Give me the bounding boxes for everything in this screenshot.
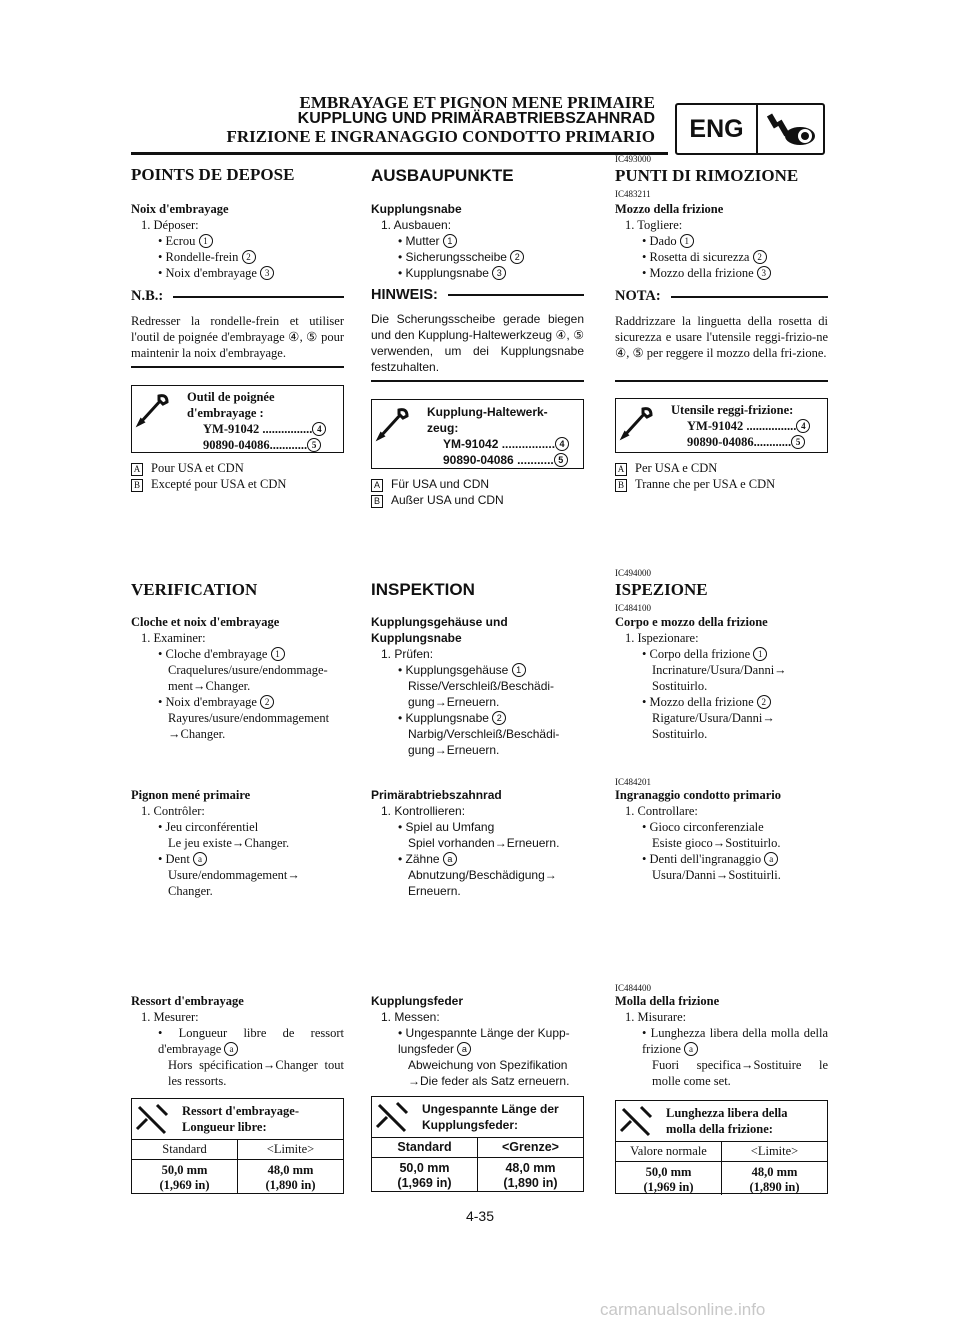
engine-icon <box>760 108 822 150</box>
column-fr <box>131 165 344 185</box>
tool-number: YM-91042 ................ 4 <box>671 418 810 434</box>
tool-name: d'embrayage : <box>187 406 264 420</box>
list-item: • Noix d'embrayage 3 <box>131 265 344 281</box>
note-block <box>371 287 584 375</box>
note-heading: NOTA: <box>615 288 661 304</box>
item-detail: Narbig/Verschleiß/Beschädi-gung→Erneuern. <box>408 727 560 757</box>
tool-number: 90890-04086 ........... 5 <box>427 452 569 468</box>
spec-col-limit: <Limite> <box>266 1142 315 1156</box>
de-spring-block <box>371 993 584 1089</box>
tool-icon <box>619 403 655 441</box>
tool-number: YM-91042 ................ 4 <box>187 421 326 437</box>
spec-value-limit: 48,0 mm (1,890 in) <box>749 1165 800 1194</box>
spec-col-limit: <Limite> <box>750 1144 799 1158</box>
list-item: • Rondelle-frein 2 <box>131 249 344 265</box>
spec-title: Lunghezza libera della <box>666 1106 788 1120</box>
it-spring-block <box>615 993 828 1089</box>
fr-hub-block <box>131 201 344 281</box>
eng-badge <box>675 103 825 155</box>
subsection-title: Kupplungsfeder <box>371 994 463 1008</box>
ref-code: IC484400 <box>615 983 651 993</box>
spec-icon <box>135 1101 173 1137</box>
item-detail: Fuori specifica→Sostituire le molle come set. <box>652 1058 828 1088</box>
list-item: • Longueur libre de ressort d'embrayage a <box>158 1026 344 1056</box>
item-detail: Rayures/usure/endommagement →Changer. <box>168 711 330 741</box>
tool-name: zeug: <box>427 421 459 435</box>
legend-a: A Per USA e CDN <box>615 460 828 476</box>
list-item: • Cloche d'embrayage 1 <box>131 646 344 662</box>
it-hub-block <box>615 201 828 281</box>
list-item: • Spiel au Umfang <box>398 820 495 834</box>
subsection-title: Primärabtriebszahnrad <box>371 788 502 802</box>
legend <box>131 460 344 492</box>
legend-a: A Pour USA et CDN <box>131 460 344 476</box>
subsection-title: Kupplungsnabe <box>371 202 462 216</box>
list-item: • Mozzo della frizione 3 <box>615 265 828 281</box>
spec-col-limit: <Grenze> <box>502 1140 559 1154</box>
section-title-removal: AUSBAUPUNKTE <box>371 166 514 185</box>
subsection-title: Noix d'embrayage <box>131 202 229 216</box>
list-item: • Corpo della frizione 1 <box>615 646 828 662</box>
item-detail: Usure/endommagement→ Changer. <box>168 868 300 898</box>
list-item: • Mozzo della frizione 2 <box>615 694 828 710</box>
spec-table <box>615 1100 828 1194</box>
it-body-block <box>615 614 828 742</box>
tool-box <box>615 398 828 453</box>
de-hub-block <box>371 201 584 281</box>
tool-number: YM-91042 ................ 4 <box>427 436 569 452</box>
spec-title: molla della frizione: <box>666 1122 773 1136</box>
subsection-title: Molla della frizione <box>615 994 720 1008</box>
spec-value-limit: 48,0 mm (1,890 in) <box>265 1163 316 1192</box>
fr-body-block <box>131 614 344 742</box>
header-rule <box>131 152 668 155</box>
list-item: • Rosetta di sicurezza 2 <box>615 249 828 265</box>
watermark: carmanualsonline.info <box>600 1300 766 1319</box>
step: 1. Mesurer: <box>141 1010 199 1024</box>
spec-title: Longueur libre: <box>182 1120 267 1134</box>
header-title-it: FRIZIONE E INGRANAGGIO CONDOTTO PRIMARIO <box>226 127 655 146</box>
spec-title: Kupplungsfeder: <box>422 1118 518 1132</box>
legend <box>615 460 828 492</box>
subsection-title: Ressort d'embrayage <box>131 994 244 1008</box>
divider <box>131 366 344 368</box>
note-text: Raddrizzare la linguetta della rosetta di sicurezza e usare l'utensile reggi-frizio-ne ④, ⑤ per reggere il mozzo della fri-zione. <box>615 314 828 360</box>
ref-code: IC494000 <box>615 568 651 578</box>
legend-b: B Außer USA und CDN <box>371 492 584 508</box>
tool-name: Utensile reggi-frizione: <box>671 403 794 417</box>
it-gear-block <box>615 787 828 883</box>
subsection-title: Mozzo della frizione <box>615 202 724 216</box>
header-title-de: KUPPLUNG UND PRIMÄRABTRIEBSZAHNRAD <box>297 110 655 127</box>
tool-icon <box>135 390 171 428</box>
tool-name: Kupplung-Haltewerk- <box>427 405 548 419</box>
tool-number: 90890-04086............ 5 <box>671 434 810 450</box>
list-item: • Kupplungsnabe 3 <box>371 265 584 281</box>
divider <box>615 380 828 382</box>
step: 1. Examiner: <box>141 631 206 645</box>
spec-table <box>371 1096 584 1192</box>
item-detail: Rigature/Usura/Danni→ Sostituirlo. <box>652 711 775 741</box>
spec-value-standard: 50,0 mm (1,969 in) <box>372 1158 478 1191</box>
section-title-inspection: VERIFICATION <box>131 580 258 599</box>
item-detail: Hors spécification→Changer tout les ressorts. <box>168 1058 344 1088</box>
ref-code: IC484201 <box>615 777 651 787</box>
legend-b: B Excepté pour USA et CDN <box>131 476 344 492</box>
de-body-block <box>371 614 584 758</box>
item-detail: Le jeu existe→Changer. <box>168 836 290 850</box>
step: 1. Misurare: <box>625 1010 687 1024</box>
spec-col-standard: Standard <box>132 1140 238 1159</box>
step: 1. Contrôler: <box>141 804 205 818</box>
spec-col-standard: Valore normale <box>616 1142 722 1161</box>
page-number: 4-35 <box>465 1208 495 1224</box>
list-item: • Sicherungsscheibe 2 <box>371 249 584 265</box>
ref-code: IC484100 <box>615 603 651 613</box>
subsection-title: Cloche et noix d'embrayage <box>131 615 280 629</box>
item-detail: Spiel vorhanden→Erneuern. <box>408 836 560 850</box>
legend-a: A Für USA und CDN <box>371 476 584 492</box>
tool-icon <box>375 404 411 442</box>
note-block <box>131 288 344 361</box>
spec-icon <box>375 1099 413 1135</box>
step: 1. Kontrollieren: <box>381 804 466 818</box>
eng-badge-label: ENG <box>677 105 758 153</box>
list-item: • Gioco circonferenziale <box>642 820 764 834</box>
list-item: • Dent a <box>131 851 344 867</box>
ref-code: IC493000 <box>615 154 651 164</box>
note-block <box>615 288 828 361</box>
note-heading: HINWEIS: <box>371 287 438 303</box>
item-detail: Craquelures/usure/endommage-ment→Changer. <box>168 663 328 693</box>
legend <box>371 476 584 508</box>
spec-icon <box>619 1103 657 1139</box>
tool-name: Outil de poignée <box>187 390 275 404</box>
section-title-removal: PUNTI DI RIMOZIONE <box>615 166 799 185</box>
list-item: • Jeu circonférentiel <box>158 820 259 834</box>
list-item: • Lunghezza libera della molla della frizione a <box>642 1026 828 1056</box>
note-heading: N.B.: <box>131 288 344 305</box>
section-title-inspection: ISPEZIONE <box>615 580 708 599</box>
spec-col-standard: Standard <box>372 1138 478 1157</box>
list-item: • Denti dell'ingranaggio a <box>615 851 828 867</box>
divider <box>371 380 584 382</box>
section-title-inspection: INSPEKTION <box>371 580 475 599</box>
section-title-removal: POINTS DE DEPOSE <box>131 165 295 184</box>
list-item: • Dado 1 <box>615 233 828 249</box>
note-text: Redresser la rondelle-frein et utiliser l'outil de poignée d'embrayage ④, ⑤ pour maintenir la noix d'embrayage. <box>131 314 344 360</box>
ref-code: IC483211 <box>615 189 651 199</box>
list-item: • Kupplungsnabe 2 <box>371 710 584 726</box>
list-item: • Mutter 1 <box>371 233 584 249</box>
step: 1. Prüfen: <box>381 647 434 661</box>
note-text: Die Scherungsscheibe gerade biegen und den Kupplung-Haltewerkzeug ④, ⑤ verwenden, um dei Kupplungsnabe festzuhalten. <box>371 312 584 374</box>
step: 1. Controllare: <box>625 804 698 818</box>
list-item: • Kupplungsgehäuse 1 <box>371 662 584 678</box>
list-item: • Noix d'embrayage 2 <box>131 694 344 710</box>
tool-box <box>131 385 344 453</box>
step: 1. Ausbauen: <box>381 218 452 232</box>
list-item: • Zähne a <box>371 851 584 867</box>
subsection-title: Kupplungsgehäuse und Kupplungsnabe <box>371 615 508 645</box>
subsection-title: Corpo e mozzo della frizione <box>615 615 768 629</box>
subsection-title: Ingranaggio condotto primario <box>615 788 781 802</box>
tool-box <box>371 399 584 469</box>
item-detail: Risse/Verschleiß/Beschädi-gung→Erneuern. <box>408 679 555 709</box>
fr-gear-block <box>131 787 344 899</box>
step: 1. Togliere: <box>625 218 683 232</box>
list-item: • Ungespannte Länge der Kupp-lungsfeder a <box>398 1026 570 1056</box>
fr-spring-block <box>131 993 344 1089</box>
header-title-fr: EMBRAYAGE ET PIGNON MENE PRIMAIRE <box>299 93 655 112</box>
spec-value-standard: 50,0 mm (1,969 in) <box>616 1162 722 1195</box>
step: 1. Messen: <box>381 1010 440 1024</box>
item-detail: Incrinature/Usura/Danni→ Sostituirlo. <box>652 663 787 693</box>
item-detail: Usura/Danni→Sostituirli. <box>652 868 781 882</box>
tool-number: 90890-04086............ 5 <box>187 437 326 453</box>
item-detail: Esiste gioco→Sostituirlo. <box>652 836 781 850</box>
legend-b: B Tranne che per USA e CDN <box>615 476 828 492</box>
spec-table <box>131 1098 344 1194</box>
item-detail: Abnutzung/Beschädigung→ Erneuern. <box>408 868 557 898</box>
de-gear-block <box>371 787 584 899</box>
step: 1. Déposer: <box>141 218 199 232</box>
spec-title: Ungespannte Länge der <box>422 1102 559 1116</box>
spec-value-standard: 50,0 mm (1,969 in) <box>132 1160 238 1193</box>
step: 1. Ispezionare: <box>625 631 699 645</box>
item-detail: Abweichung von Spezifikation →Die feder als Satz erneuern. <box>408 1058 570 1088</box>
spec-value-limit: 48,0 mm (1,890 in) <box>503 1161 558 1190</box>
subsection-title: Pignon mené primaire <box>131 788 251 802</box>
spec-title: Ressort d'embrayage- <box>182 1104 299 1118</box>
list-item: • Ecrou 1 <box>131 233 344 249</box>
